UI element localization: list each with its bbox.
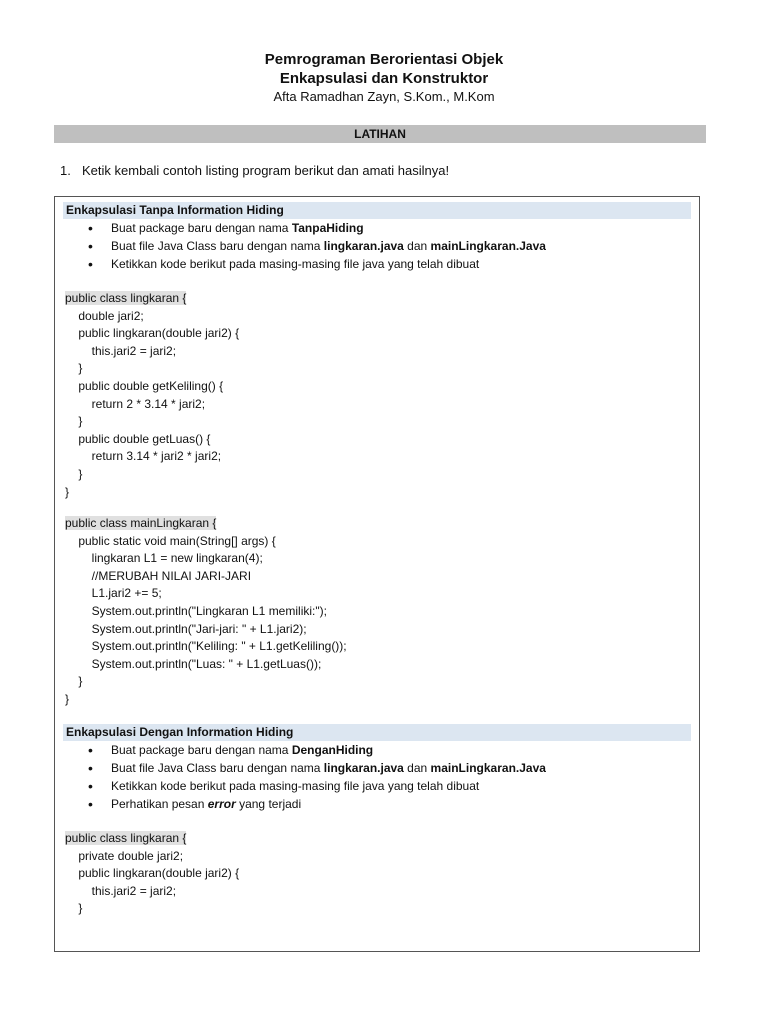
part1-code-lingkaran — [65, 290, 239, 501]
part1-instructions — [55, 219, 546, 273]
code-line: return 2 * 3.14 * jari2; — [65, 396, 206, 411]
part2-instructions — [55, 741, 546, 813]
part1-bullet-1: • Buat package baru dengan nama TanpaHiding — [55, 219, 546, 237]
code-line: System.out.println("Lingkaran L1 memiliki:"); — [65, 603, 327, 618]
code-line: //MERUBAH NILAI JARI-JARI — [65, 568, 252, 583]
part2-heading: Enkapsulasi Dengan Information Hiding — [63, 724, 691, 741]
code-line: public class lingkaran { — [65, 291, 187, 305]
code-line: } — [65, 901, 83, 916]
part2-bullet-2: • Buat file Java Class baru dengan nama lingkaran.java dan mainLingkaran.Java — [55, 759, 546, 777]
part1-heading: Enkapsulasi Tanpa Information Hiding — [63, 202, 691, 219]
document-author: Afta Ramadhan Zayn, S.Kom., M.Kom — [273, 89, 495, 104]
code-line: public double getLuas() { — [65, 431, 211, 446]
code-line: System.out.println("Jari-jari: " + L1.jari2); — [65, 621, 307, 636]
code-line: System.out.println("Luas: " + L1.getLuas()); — [65, 656, 322, 671]
part1-bullet-2: • Buat file Java Class baru dengan nama lingkaran.java dan mainLingkaran.Java — [55, 237, 546, 255]
code-line: public static void main(String[] args) { — [65, 533, 276, 548]
code-line: public class mainLingkaran { — [65, 516, 217, 530]
code-line: } — [65, 414, 83, 429]
code-line: System.out.println("Keliling: " + L1.getKeliling()); — [65, 639, 347, 654]
code-line: public lingkaran(double jari2) { — [65, 326, 240, 341]
part2-code-lingkaran — [65, 830, 239, 918]
code-line: L1.jari2 += 5; — [65, 586, 162, 601]
question-text: Ketik kembali contoh listing program berikut dan amati hasilnya! — [82, 163, 450, 178]
code-line: public double getKeliling() { — [65, 378, 224, 393]
document-header — [0, 50, 768, 106]
code-line: private double jari2; — [65, 848, 184, 863]
code-line: } — [65, 466, 83, 481]
code-line: lingkaran L1 = new lingkaran(4); — [65, 551, 263, 566]
code-line: public class lingkaran { — [65, 831, 187, 845]
latihan-section-bar: LATIHAN — [54, 125, 706, 143]
question-1 — [60, 162, 449, 180]
code-line: } — [65, 484, 70, 499]
part2-bullet-3: • Ketikkan kode berikut pada masing-masing file java yang telah dibuat — [55, 777, 546, 795]
code-line: } — [65, 361, 83, 376]
part1-bullet-3: • Ketikkan kode berikut pada masing-masing file java yang telah dibuat — [55, 255, 546, 273]
document-title: Pemrograman Berorientasi Objek — [264, 51, 504, 68]
part1-code-mainlingkaran — [65, 515, 347, 709]
code-line: } — [65, 674, 83, 689]
code-line: public lingkaran(double jari2) { — [65, 866, 240, 881]
exercise-box — [54, 196, 700, 952]
code-line: double jari2; — [65, 308, 144, 323]
document-subtitle: Enkapsulasi dan Konstruktor — [279, 70, 489, 87]
question-number: 1. — [60, 163, 71, 178]
code-line: } — [65, 691, 70, 706]
code-line: this.jari2 = jari2; — [65, 343, 177, 358]
code-line: return 3.14 * jari2 * jari2; — [65, 449, 222, 464]
part2-bullet-1: • Buat package baru dengan nama DenganHiding — [55, 741, 546, 759]
part2-bullet-4: • Perhatikan pesan error yang terjadi — [55, 795, 546, 813]
code-line: this.jari2 = jari2; — [65, 883, 177, 898]
